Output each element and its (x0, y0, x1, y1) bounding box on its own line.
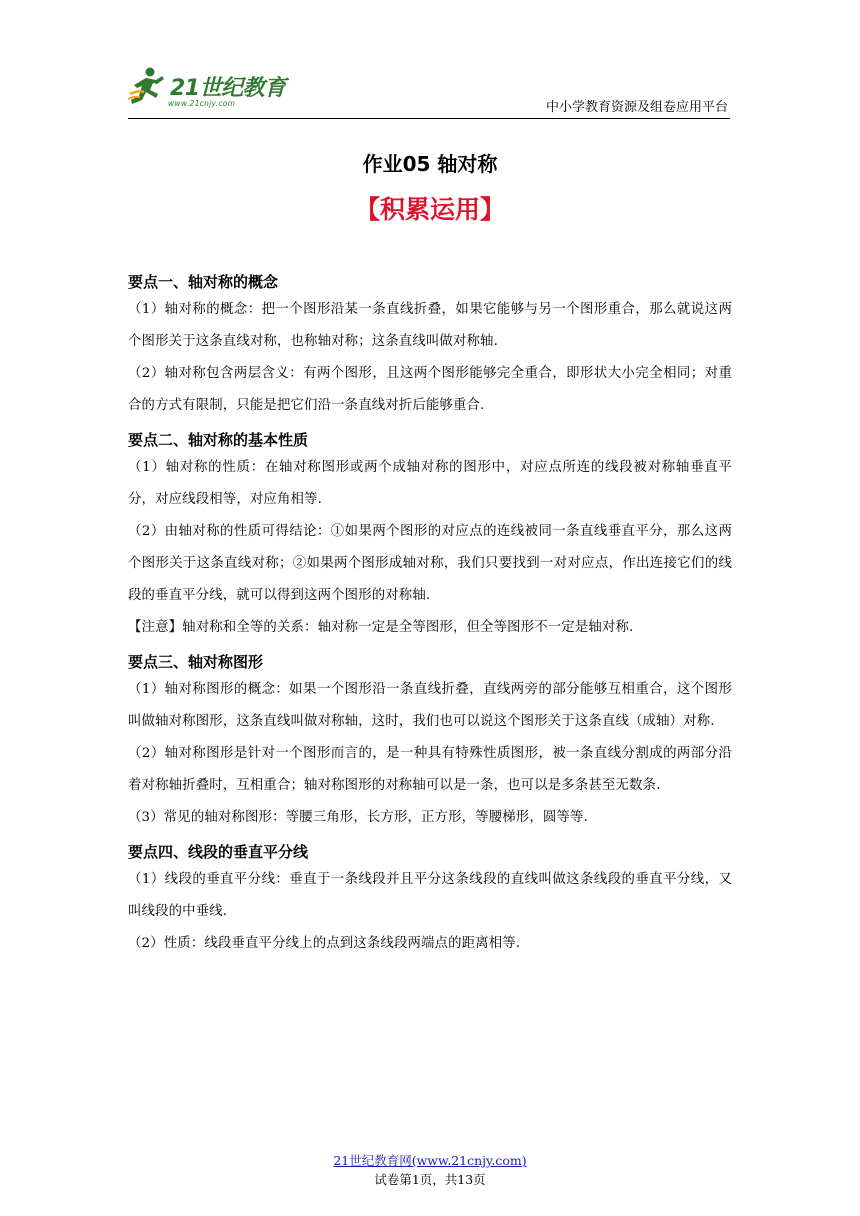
paragraph: （2）由轴对称的性质可得结论：①如果两个图形的对应点的连线被同一条直线垂直平分，那么这两个图形关于这条直线对称；②如果两个图形成轴对称，我们只要找到一对对应点，作出连接它们的线段的垂直平分线，就可以得到这两个图形的对称轴. (128, 524, 732, 603)
note-paragraph: 【注意】轴对称和全等的关系：轴对称一定是全等图形，但全等图形不一定是轴对称. (128, 620, 634, 635)
paragraph: （1）线段的垂直平分线：垂直于一条线段并且平分这条线段的直线叫做这条线段的垂直平分线，又叫线段的中垂线. (128, 872, 732, 919)
section-heading: 要点三、轴对称图形 (128, 653, 264, 671)
logo (128, 66, 288, 114)
section-heading: 要点四、线段的垂直平分线 (128, 843, 309, 861)
paragraph: （1）轴对称的性质：在轴对称图形或两个成轴对称的图形中，对应点所连的线段被对称轴垂直平分，对应线段相等，对应角相等. (128, 460, 732, 507)
platform-name: 中小学教育资源及组卷应用平台 (545, 100, 728, 115)
page-header (128, 62, 730, 119)
paragraph: （2）轴对称图形是针对一个图形而言的，是一种具有特殊性质图形，被一条直线分割成的两部分沿着对称轴折叠时，互相重合；轴对称图形的对称轴可以是一条，也可以是多条甚至无数条. (128, 746, 732, 793)
section-perpendicular-bisector (128, 840, 732, 960)
paragraph: （1）轴对称的概念：把一个图形沿某一条直线折叠，如果它能够与另一个图形重合，那么就说这两个图形关于这条直线对称，也称轴对称；这条直线叫做对称轴. (128, 302, 732, 349)
paragraph: （2）轴对称包含两层含义：有两个图形，且这两个图形能够完全重合，即形状大小完全相同；对重合的方式有限制，只能是把它们沿一条直线对折后能够重合. (128, 366, 732, 413)
section-properties (128, 428, 732, 644)
page-number: 试卷第1页，共13页 (374, 1172, 486, 1187)
document-body (128, 270, 732, 960)
section-symmetric-figures (128, 650, 732, 834)
section-heading: 要点一、轴对称的概念 (128, 273, 279, 291)
runner-logo-icon (128, 66, 172, 108)
section-heading: 要点二、轴对称的基本性质 (128, 431, 309, 449)
section-concept (128, 270, 732, 422)
paragraph: （3）常见的轴对称图形：等腰三角形，长方形，正方形，等腰梯形，圆等等. (128, 810, 588, 825)
paragraph: （1）轴对称图形的概念：如果一个图形沿一条直线折叠，直线两旁的部分能够互相重合，这个图形叫做轴对称图形，这条直线叫做对称轴，这时，我们也可以说这个图形关于这条直线（成轴）对称. (128, 682, 732, 729)
paragraph: （2）性质：线段垂直平分线上的点到这条线段两端点的距离相等. (128, 936, 521, 951)
logo-text: 21世纪教育 (170, 76, 286, 101)
page-title: 作业05 轴对称 (362, 152, 498, 176)
section-subtitle: 【积累运用】 (354, 195, 505, 224)
logo-url: www.21cnjy.com (168, 99, 236, 108)
footer-link[interactable]: 21世纪教育网(www.21cnjy.com) (333, 1153, 527, 1168)
